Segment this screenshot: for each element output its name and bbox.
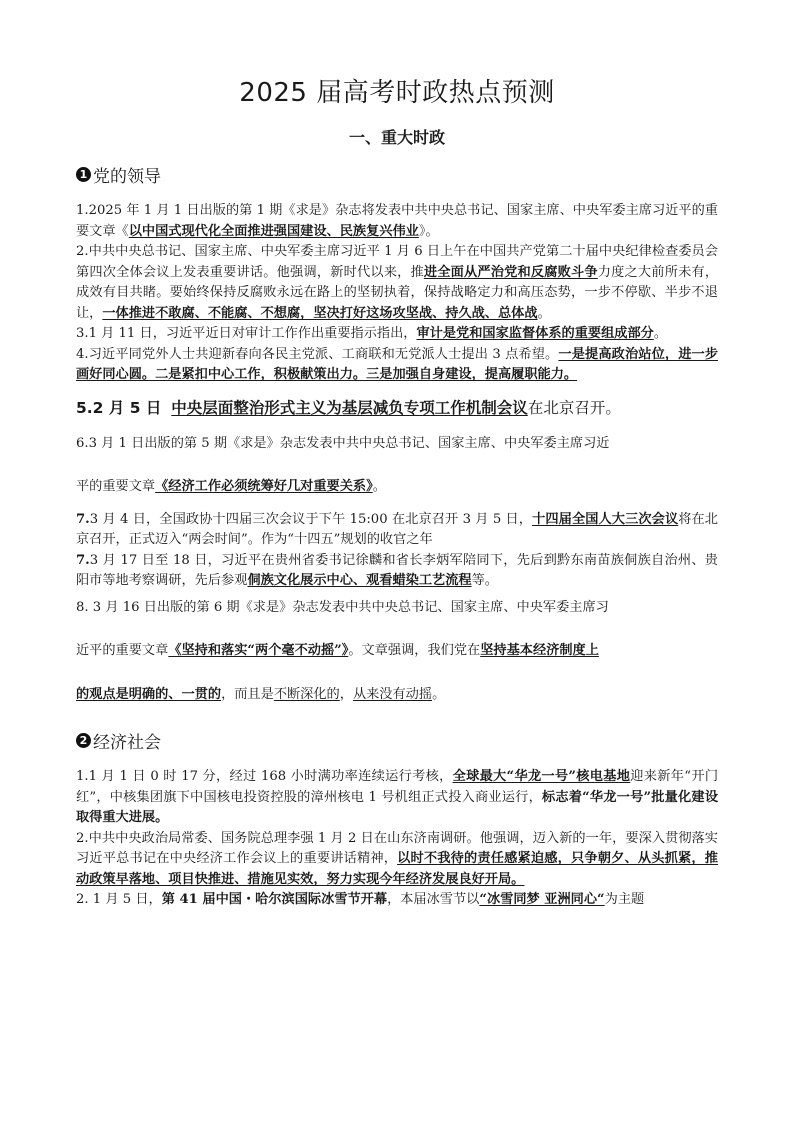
- news-item-continued: [76, 685, 718, 706]
- item-text: 等。: [471, 573, 498, 588]
- item-text: 。: [372, 479, 386, 494]
- item-text: 平的重要文章: [76, 479, 156, 494]
- item-highlight: 进全面从严治党和反腐败斗争: [423, 264, 598, 280]
- item-text: 2.中共中央总书记、国家主席、中央军委主席习近平 1 月 6 日上午在中国共产党第二十届中央纪律检查委员会第四次全体会议上发表重要讲话。他强调，新时代以来，推: [76, 244, 718, 280]
- item-highlight: 审计是党和国家监督体系的重要组成部分: [416, 326, 654, 341]
- item-text: 2.中共中央政治局常委、国务院总理李强 1 月 2 日在山东济南调研。他强调，迈入新的一年，要深入贯彻落实习近平总书记在中央经济工作会议上的重要讲话精神，: [76, 830, 718, 866]
- item-lead: 5.2 月 5 日: [76, 398, 162, 417]
- item-text: 3 月 17 日至 18 日，习近平在贵州省委书记徐麟和省长李炳军陪同下，先后到黔东南苗族侗族自治州、贵阳市等地考察调研，先后参观: [76, 552, 718, 588]
- news-item: [76, 345, 718, 386]
- item-lead: 7.: [76, 511, 90, 527]
- item-text: 。: [653, 326, 668, 341]
- section-heading-party-leadership: [76, 162, 718, 187]
- item-highlight: 十四届全国人大三次会议: [532, 511, 679, 527]
- news-item-continued: [76, 641, 718, 662]
- section-heading-label: 党的领导: [93, 167, 161, 187]
- item-underline: 从来没有动摇: [352, 686, 433, 702]
- item-text: 》。: [418, 223, 439, 239]
- item-highlight: “冰雪同梦 亚洲同心“: [479, 892, 605, 907]
- news-item: [76, 767, 718, 829]
- item-highlight: 的观点是明确的、一贯的: [76, 686, 222, 702]
- item-text: 1.2025 年 1 月 1 日出版的第 1 期《求是》杂志将发表中共中央总书记、国家主席、中央军委主席习近平的重要文章《: [76, 203, 718, 239]
- item-underline: 不断深化的: [273, 686, 340, 702]
- circled-number-icon: 1: [76, 167, 91, 182]
- item-highlight: 坚持基本经济制度上: [480, 643, 599, 658]
- news-item: [76, 598, 718, 619]
- item-highlight: 一是提高政治站位，进一步画好同心圆。二是紧扣中心工作，积极献策出力。三是加强自身建设，提高履职能力。: [76, 346, 719, 382]
- item-highlight: 以时不我待的责任感紧迫感，只争朝夕、从头抓紧，推动政策早落地、项目快推进、措施见实效，努力实现今年经济发展良好开局。: [76, 851, 718, 887]
- news-item: [76, 510, 718, 551]
- section-subtitle: 一、重大时政: [348, 128, 445, 147]
- item-text: 为主题: [604, 892, 645, 907]
- item-highlight: 以中国式现代化全面推进强国建设、民族复兴伟业: [128, 223, 419, 239]
- item-text: 。: [537, 305, 551, 321]
- item-text: 6.3 月 1 日出版的第 5 期《求是》杂志发表中共中央总书记、国家主席、中央军委主席习近: [76, 435, 610, 451]
- item-highlight: 一体推进不敢腐、不能腐、不想腐，坚决打好这场攻坚战、持久战、总体战: [102, 305, 538, 321]
- item-text: ，: [339, 686, 353, 702]
- item-text: 在北京召开。: [527, 398, 621, 417]
- news-item-continued: [76, 477, 718, 498]
- item-text: 3.1 月 11 日，习近平近日对审计工作作出重要指示指出，: [76, 326, 417, 341]
- item-text: ，而且是: [221, 686, 274, 702]
- item-text: 。: [432, 686, 446, 702]
- document-title: 2025 届高考时政热点预测: [239, 78, 555, 108]
- item-text: 迎来新年“开门红”，中核集团旗下中国核电投资控股的漳州核电 1 号机组正式投入商业运行，: [76, 769, 719, 805]
- item-text: 近平的重要文章: [76, 643, 169, 658]
- news-item: [76, 434, 718, 455]
- section-heading-label: 经济社会: [93, 733, 161, 753]
- item-highlight: 第 41 届中国・哈尔滨国际冰雪节开幕: [161, 892, 388, 907]
- news-item: [76, 829, 718, 891]
- item-text: 。文章强调，我们党在: [348, 643, 481, 658]
- item-text: 4.习近平同党外人士共迎新春向各民主党派、工商联和无党派人士提出 3 点希望。: [76, 346, 559, 362]
- item-lead: 7.: [76, 552, 90, 568]
- item-text: 2. 1 月 5 日，: [76, 892, 162, 907]
- section-heading-economy-society: [76, 728, 718, 753]
- item-text: 将在北京召开，正式迈入“两会时间”。作为“十四五”规划的收官之年: [76, 511, 718, 547]
- news-item: [76, 201, 718, 242]
- item-highlight: 标志着“华龙一号”批量化建设取得重大进展。: [76, 789, 719, 825]
- item-highlight: 侗族文化展示中心、观看蜡染工艺流程: [247, 573, 472, 588]
- item-text: 8. 3 月 16 日出版的第 6 期《求是》杂志发表中共中央总书记、国家主席、中央军委主席习: [76, 599, 609, 615]
- news-item: [76, 324, 718, 345]
- news-item: [76, 242, 718, 324]
- item-highlight: 中央层面整治形式主义为基层减负专项工作机制会议: [171, 397, 528, 417]
- item-text: ，本届冰雪节以: [387, 892, 480, 907]
- item-text: 3 月 4 日，全国政协十四届三次会议于下午 15:00 在北京召开 3 月 5 日，: [89, 511, 533, 527]
- item-highlight: 全球最大“华龙一号”核电基地: [452, 769, 631, 784]
- circled-number-icon: 2: [76, 733, 91, 748]
- item-text: 力度之大前所未有，成效有目共睹。要始终保持反腐败永远在路上的坚韧执着，保持战略定力和高压态势，一步不停歇、半步不退让，: [76, 264, 719, 321]
- item-highlight: 《坚持和落实“两个毫不动摇”》: [168, 643, 349, 658]
- news-item: [76, 551, 718, 592]
- news-item: [76, 890, 718, 911]
- item-text: 1.1 月 1 日 0 时 17 分，经过 168 小时满功率连续运行考核，: [76, 769, 453, 784]
- item-highlight: 《经济工作必须统筹好几对重要关系》: [155, 479, 373, 494]
- news-item-large: [76, 396, 718, 420]
